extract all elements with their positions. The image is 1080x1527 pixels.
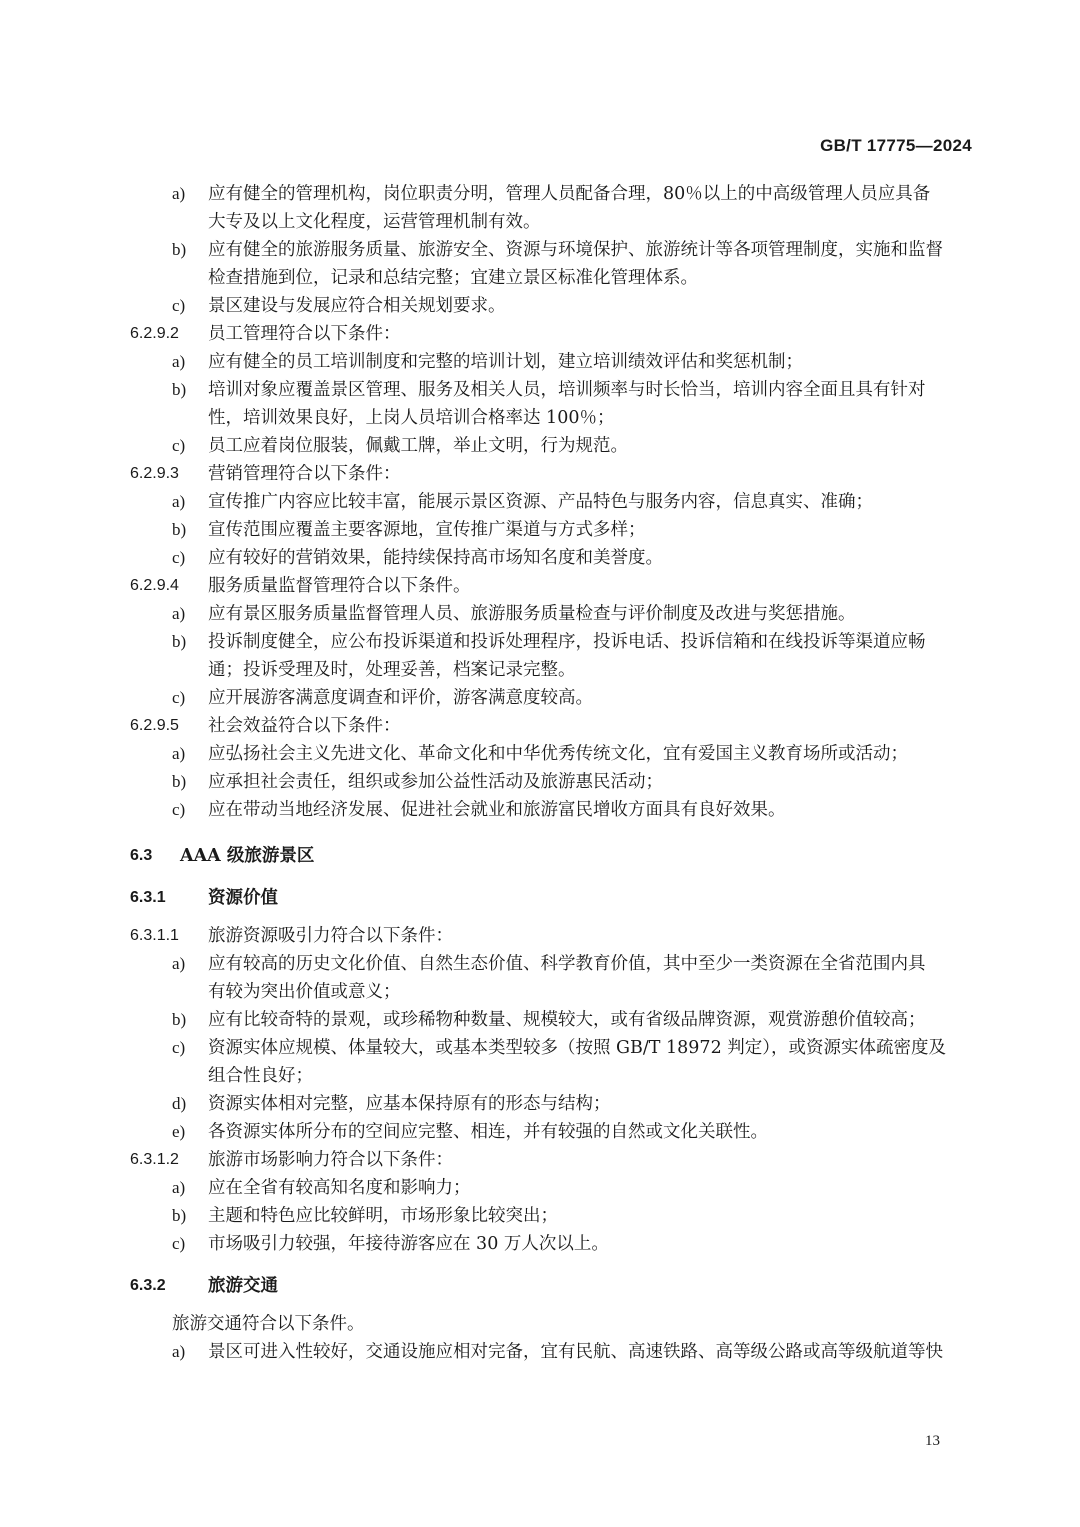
list-item-text: 宣传推广内容应比较丰富，能展示景区资源、产品特色与服务内容，信息真实、准确； — [208, 492, 873, 512]
list-item-text: 应开展游客满意度调查和评价，游客满意度较高。 — [208, 688, 593, 708]
list-item — [130, 740, 975, 768]
clause-number: 6.2.9.2 — [130, 325, 179, 342]
clause-text: 旅游资源吸引力符合以下条件： — [208, 926, 453, 946]
list-marker: b) — [172, 240, 187, 259]
list-item-continuation — [130, 978, 975, 1006]
list-marker: b) — [172, 632, 187, 651]
clause-text: 服务质量监督管理符合以下条件。 — [208, 576, 471, 596]
list-item-continuation — [130, 404, 975, 432]
list-marker: a) — [172, 604, 186, 623]
list-item-text: 应在带动当地经济发展、促进社会就业和旅游富民增收方面具有良好效果。 — [208, 800, 786, 820]
list-item — [130, 1006, 975, 1034]
list-item — [130, 1174, 975, 1202]
list-item — [130, 1202, 975, 1230]
list-item-continuation — [130, 1062, 975, 1090]
paragraph-text: 旅游交通符合以下条件。 — [172, 1314, 365, 1334]
list-item — [130, 180, 975, 208]
list-item — [130, 348, 975, 376]
clause-number: 6.3.1.1 — [130, 927, 179, 944]
clause-number: 6.2.9.5 — [130, 717, 179, 734]
section-heading — [130, 1272, 975, 1300]
list-item-text: 市场吸引力较强，年接待游客应在 30 万人次以上。 — [208, 1234, 609, 1254]
list-item — [130, 432, 975, 460]
section-title: AAA 级旅游景区 — [180, 846, 315, 866]
clause-heading — [130, 572, 975, 600]
list-item — [130, 544, 975, 572]
list-item-text: 应有较高的历史文化价值、自然生态价值、科学教育价值，其中至少一类资源在全省范围内具 — [208, 954, 926, 974]
list-marker: e) — [172, 1122, 186, 1141]
list-marker: b) — [172, 1206, 187, 1225]
standard-code: GB/T 17775—2024 — [820, 136, 972, 155]
clause-heading — [130, 320, 975, 348]
list-item-text: 员工应着岗位服装，佩戴工牌，举止文明，行为规范。 — [208, 436, 628, 456]
list-item-text: 应有健全的旅游服务质量、旅游安全、资源与环境保护、旅游统计等各项管理制度，实施和监督 — [208, 240, 943, 260]
clause-number: 6.2.9.4 — [130, 577, 179, 594]
list-item-text: 大专及以上文化程度，运营管理机制有效。 — [208, 212, 541, 232]
clause-text: 社会效益符合以下条件： — [208, 716, 401, 736]
list-item-text: 组合性良好； — [208, 1066, 313, 1086]
list-item — [130, 1118, 975, 1146]
list-item-text: 投诉制度健全，应公布投诉渠道和投诉处理程序，投诉电话、投诉信箱和在线投诉等渠道应畅 — [208, 632, 926, 652]
list-marker: a) — [172, 744, 186, 763]
list-item-text: 宣传范围应覆盖主要客源地，宣传推广渠道与方式多样； — [208, 520, 646, 540]
list-marker: c) — [172, 436, 186, 455]
clause-text: 旅游市场影响力符合以下条件： — [208, 1150, 453, 1170]
section-number: 6.3 — [130, 847, 153, 864]
list-marker: a) — [172, 1342, 186, 1361]
list-item-continuation — [130, 208, 975, 236]
list-item-text: 性，培训效果良好，上岗人员培训合格率达 100％； — [208, 408, 615, 428]
list-marker: c) — [172, 800, 186, 819]
list-marker: a) — [172, 492, 186, 511]
list-item-text: 应有景区服务质量监督管理人员、旅游服务质量检查与评价制度及改进与奖惩措施。 — [208, 604, 856, 624]
list-item — [130, 600, 975, 628]
list-item-text: 资源实体相对完整，应基本保持原有的形态与结构； — [208, 1094, 611, 1114]
list-item — [130, 376, 975, 404]
list-item-text: 应有比较奇特的景观，或珍稀物种数量、规模较大，或有省级品牌资源，观赏游憩价值较高； — [208, 1010, 926, 1030]
list-item-text: 应有健全的员工培训制度和完整的培训计划，建立培训绩效评估和奖惩机制； — [208, 352, 803, 372]
list-marker: c) — [172, 548, 186, 567]
list-item — [130, 292, 975, 320]
list-item-text: 应在全省有较高知名度和影响力； — [208, 1178, 471, 1198]
list-item-text: 应承担社会责任，组织或参加公益性活动及旅游惠民活动； — [208, 772, 663, 792]
list-marker: c) — [172, 688, 186, 707]
list-marker: a) — [172, 1178, 186, 1197]
list-item — [130, 1090, 975, 1118]
section-number: 6.3.1 — [130, 889, 166, 906]
list-item-text: 培训对象应覆盖景区管理、服务及相关人员，培训频率与时长恰当，培训内容全面且具有针对 — [208, 380, 926, 400]
section-title: 资源价值 — [208, 888, 278, 908]
list-item-text: 资源实体应规模、体量较大，或基本类型较多（按照 GB/T 18972 判定），或资源实体疏密度及 — [208, 1038, 947, 1058]
list-item-text: 各资源实体所分布的空间应完整、相连，并有较强的自然或文化关联性。 — [208, 1122, 768, 1142]
list-item — [130, 1338, 975, 1366]
list-item — [130, 684, 975, 712]
list-marker: a) — [172, 352, 186, 371]
list-marker: a) — [172, 184, 186, 203]
list-item — [130, 950, 975, 978]
list-item — [130, 488, 975, 516]
list-item-text: 景区建设与发展应符合相关规划要求。 — [208, 296, 506, 316]
list-item — [130, 796, 975, 824]
clause-number: 6.2.9.3 — [130, 465, 179, 482]
list-item-text: 应有较好的营销效果，能持续保持高市场知名度和美誉度。 — [208, 548, 663, 568]
list-marker: c) — [172, 296, 186, 315]
list-item-text: 有较为突出价值或意义； — [208, 982, 401, 1002]
list-marker: b) — [172, 1010, 187, 1029]
list-item-continuation — [130, 264, 975, 292]
list-item-text: 检查措施到位，记录和总结完整；宜建立景区标准化管理体系。 — [208, 268, 698, 288]
page-number: 13 — [925, 1433, 940, 1449]
list-item — [130, 516, 975, 544]
list-item-text: 主题和特色应比较鲜明，市场形象比较突出； — [208, 1206, 558, 1226]
clause-heading — [130, 460, 975, 488]
list-marker: b) — [172, 772, 187, 791]
list-item — [130, 1034, 975, 1062]
list-marker: a) — [172, 954, 186, 973]
list-item — [130, 236, 975, 264]
document-body — [130, 180, 975, 1366]
list-marker: b) — [172, 520, 187, 539]
list-marker: c) — [172, 1234, 186, 1253]
list-item — [130, 768, 975, 796]
list-item-text: 景区可进入性较好，交通设施应相对完备，宜有民航、高速铁路、高等级公路或高等级航道等快 — [208, 1342, 943, 1362]
clause-heading — [130, 1146, 975, 1174]
list-item — [130, 1230, 975, 1258]
list-marker: b) — [172, 380, 187, 399]
clause-heading — [130, 712, 975, 740]
paragraph — [130, 1310, 975, 1338]
clause-text: 营销管理符合以下条件： — [208, 464, 401, 484]
section-heading — [130, 842, 975, 870]
list-item — [130, 628, 975, 656]
section-number: 6.3.2 — [130, 1277, 166, 1294]
list-marker: d) — [172, 1094, 187, 1113]
list-item-text: 通；投诉受理及时，处理妥善，档案记录完整。 — [208, 660, 576, 680]
clause-text: 员工管理符合以下条件： — [208, 324, 401, 344]
clause-number: 6.3.1.2 — [130, 1151, 179, 1168]
list-item-text: 应弘扬社会主义先进文化、革命文化和中华优秀传统文化，宜有爱国主义教育场所或活动； — [208, 744, 908, 764]
list-item-continuation — [130, 656, 975, 684]
section-heading — [130, 884, 975, 912]
section-title: 旅游交通 — [208, 1276, 278, 1296]
list-marker: c) — [172, 1038, 186, 1057]
clause-heading — [130, 922, 975, 950]
list-item-text: 应有健全的管理机构，岗位职责分明，管理人员配备合理，80％以上的中高级管理人员应具备 — [208, 184, 931, 204]
